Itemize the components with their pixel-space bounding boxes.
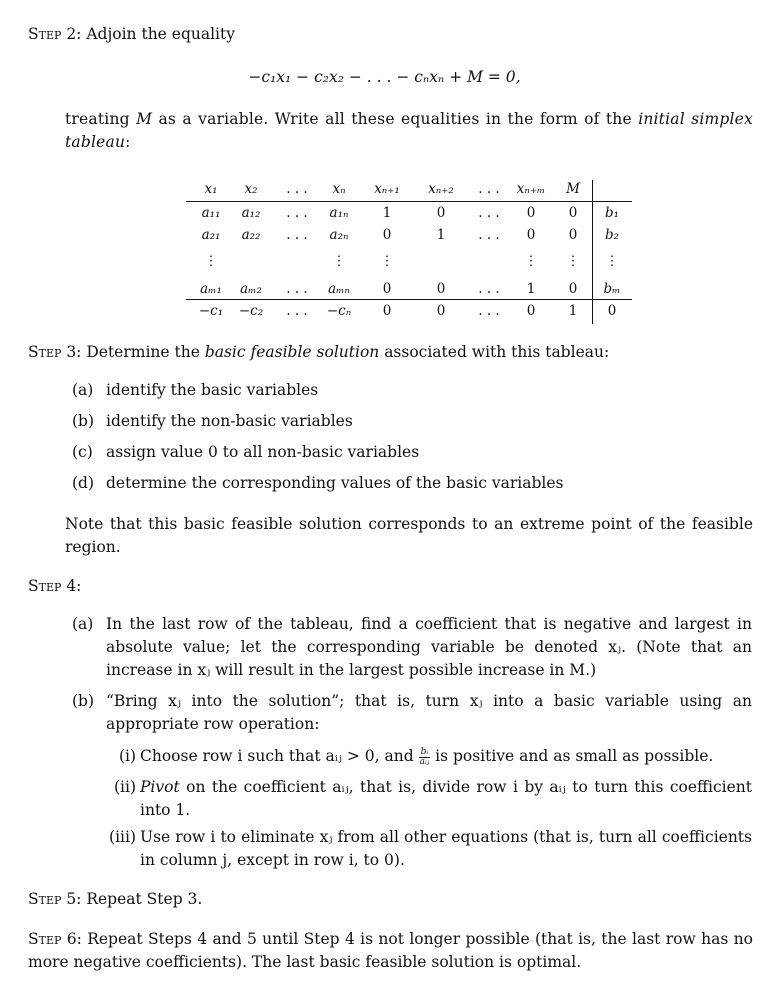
tableau-cell: 0 [382, 281, 392, 297]
tableau-cell: bₘ [603, 281, 621, 297]
tableau-cell: a₂ₙ [329, 227, 349, 243]
tableau-cell: b₂ [604, 227, 620, 243]
tableau-cell: 1 [568, 303, 578, 319]
tableau-cell: 0 [436, 303, 446, 319]
tableau-cell: 0 [568, 281, 578, 297]
tableau-cell: ⋮ [204, 253, 218, 269]
tableau-cell: . . . [478, 205, 500, 221]
tableau-cell: aₘ₁ [200, 281, 222, 297]
tableau-cell: a₁₁ [201, 205, 221, 221]
tableau-cell: 1 [382, 205, 392, 221]
step5-line: Step 5: Repeat Step 3. [28, 890, 203, 908]
tableau-header-cell: . . . [478, 181, 500, 197]
simplex-tableau [186, 176, 632, 324]
tableau-cell: aₘ₂ [240, 281, 262, 297]
step3-heading: Step 3: [28, 343, 82, 361]
tableau-header-cell: xₙ₊ₘ [516, 181, 546, 197]
tableau-rhs-separator [592, 180, 593, 324]
tableau-cell: . . . [478, 303, 500, 319]
tableau-cell: ⋮ [524, 253, 538, 269]
step2-text: Adjoin the equality [86, 25, 235, 43]
tableau-cell: 0 [568, 227, 578, 243]
tableau-header-cell: M [566, 181, 580, 197]
step2-equation: −c₁x₁ − c₂x₂ − . . . − cₙxₙ + M = 0, [248, 68, 521, 86]
tableau-cell: 0 [526, 303, 536, 319]
step2-paragraph: treating M as a variable. Write all these equalities in the form of the initial simplex tableau: [65, 110, 753, 151]
tableau-cell: 0 [382, 303, 392, 319]
tableau-cell: 1 [436, 227, 446, 243]
tableau-cell: a₁₂ [241, 205, 261, 221]
tableau-cell: 1 [526, 281, 536, 297]
tableau-cell: a₁ₙ [329, 205, 349, 221]
tableau-cell: . . . [478, 227, 500, 243]
tableau-cell: −c₁ [198, 303, 224, 319]
step6-line: Step 6: Repeat Steps 4 and 5 until Step 4 is not longer possible (that is, the last row has no more negative coefficients). The last basic feasible solution is optimal. [28, 930, 753, 971]
tableau-cell: ⋮ [380, 253, 394, 269]
tableau-cell: . . . [286, 227, 308, 243]
tableau-cell: 0 [436, 205, 446, 221]
tableau-header-cell: x₂ [244, 181, 258, 197]
tableau-cell: a₂₂ [241, 227, 261, 243]
step3-line: Step 3: Determine the basic feasible solution associated with this tableau: [28, 343, 610, 361]
tableau-cell: ⋮ [605, 253, 619, 269]
tableau-cell: . . . [286, 205, 308, 221]
tableau-header-cell: xₙ₊₂ [428, 181, 454, 197]
step2-line [28, 23, 235, 46]
tableau-cell: 0 [526, 205, 536, 221]
document-page: Step 2: Adjoin the equality −c₁x₁ − c₂x₂ − . . . − cₙxₙ + M = 0, treating M as a variable. Write all these equalities in the form of the initial simplex tableau: x₁ x₂ . . . xₙ xₙ₊₁ xₙ₊₂ . . . xₙ₊ₘ M a₁₁ a₁₂ . . . a₁ₙ 1 0 . . . 0 0 b₁ a₂₁ a₂₂ . . . a₂ₙ 0 1 . . . 0 0 b₂ ⋮ ⋮ ⋮ ⋮ ⋮ ⋮ aₘ₁ aₘ₂ . . . aₘₙ 0 0 . . . 1 0 bₘ −c₁ −c₂ . . . −cₙ 0 0 . . . 0 1 0 Step 3: Determine the basic feasible solution associated with this tableau: (a) identify the basic variables (b) identify the non-basic variables (c) assign value 0 to all non-basic variables (d) determine the corresponding values of the basic variables Note that this basic feasible solution corresponds to an extreme point of the feasible region. Step 4: (a) In the last row of the tableau, find a coefficient that is negative and largest in absolute value; let the corresponding variable be denoted xⱼ. (Note that an increase in xⱼ will result in the largest possible increase in M.) (b) “Bring xⱼ into the solution”; that is, turn xⱼ into a basic variable using an appropriate row operation: (i) Choose row i such that aᵢⱼ > 0, and $\frac{\text{bᵢ}}{\text{aᵢⱼ}}$ is positive and as small as possible. (ii) Pivot on the coefficient aᵢⱼ, that is, divide row i by aᵢⱼ to turn this coefficient into 1. (iii) Use row i to eliminate xⱼ from all other equations (that is, turn all coefficients in column j, except in row i, to 0). Step 5: Repeat Step 3. Step 6: Repeat Steps 4 and 5 until Step 4 is not longer possible (that is, the last row has no more negative coefficients). The last basic feasible solution is optimal. [0, 0, 769, 987]
step2-heading: Step 2: [28, 25, 82, 43]
tableau-cell: . . . [286, 303, 308, 319]
tableau-header-rule [186, 201, 632, 202]
tableau-cell: . . . [478, 281, 500, 297]
tableau-objective-rule [186, 299, 632, 300]
tableau-cell: −c₂ [238, 303, 264, 319]
tableau-cell: −cₙ [326, 303, 352, 319]
tableau-header-cell: . . . [286, 181, 308, 197]
tableau-cell: ⋮ [332, 253, 346, 269]
tableau-cell: . . . [286, 281, 308, 297]
step4-heading: Step 4: [28, 577, 82, 595]
tableau-header-cell: x₁ [204, 181, 218, 197]
tableau-header-cell: xₙ₊₁ [374, 181, 400, 197]
tableau-cell: ⋮ [566, 253, 580, 269]
fraction-b-over-a: $\frac{\text{bᵢ}}{\text{aᵢⱼ}}$ [419, 746, 430, 767]
tableau-cell: 0 [526, 227, 536, 243]
tableau-cell: 0 [568, 205, 578, 221]
tableau-cell: a₂₁ [201, 227, 221, 243]
tableau-cell: 0 [436, 281, 446, 297]
tableau-cell: aₘₙ [328, 281, 350, 297]
tableau-cell: 0 [607, 303, 617, 319]
tableau-cell: 0 [382, 227, 392, 243]
tableau-cell: b₁ [604, 205, 620, 221]
step3-note: Note that this basic feasible solution corresponds to an extreme point of the feasible region. [65, 515, 753, 556]
tableau-header-cell: xₙ [332, 181, 346, 197]
